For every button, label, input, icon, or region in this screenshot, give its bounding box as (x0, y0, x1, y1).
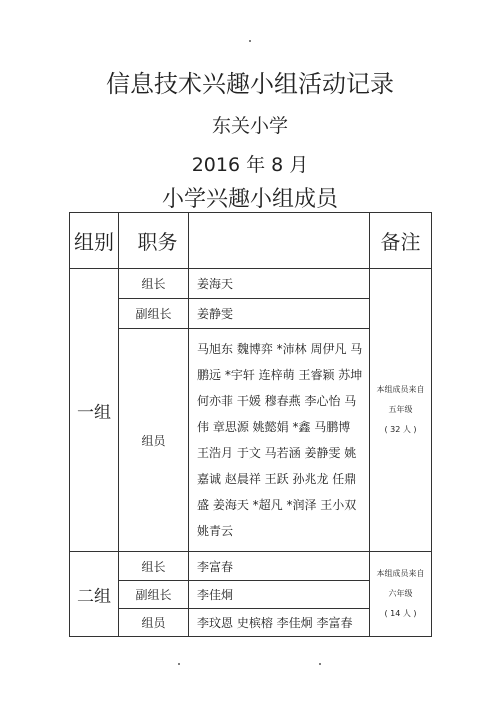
group-name: 一组 (70, 269, 119, 552)
group-note: 本组成员来自 五年级 ( 32 人 ) (370, 269, 432, 552)
page-mark (249, 40, 251, 42)
member-names: 马旭东 魏博弈 *沛林 周伊凡 马鹏远 *宇轩 连梓萌 王睿颖 苏坤 何亦菲 干媛 穆春燕 李心怡 马伟 章思源 姚懿娟 *鑫 马鹏博 王浩月 于文 马若涵 姜静雯 姚嘉诚 赵晨祥 王跃 孙兆龙 任鼎盛 姜海天 *超凡 *润泽 王小双 姚青云 (189, 329, 370, 552)
table-row (70, 552, 432, 581)
table-header-row (70, 213, 432, 269)
role-leader: 组长 (119, 552, 189, 581)
header-group: 组别 (70, 213, 119, 269)
member-names: 李玟恩 史槟榕 李佳炯 李富春 (189, 609, 370, 637)
role-deputy: 副组长 (119, 581, 189, 609)
leader-name: 姜海天 (189, 269, 370, 299)
document-title: 信息技术兴趣小组活动记录 (106, 70, 394, 98)
deputy-name: 姜静雯 (189, 299, 370, 329)
role-deputy: 副组长 (119, 299, 189, 329)
members-section-title: 小学兴趣小组成员 (161, 187, 338, 212)
group-name: 二组 (70, 552, 119, 637)
table-row (70, 269, 432, 299)
leader-name: 李富春 (189, 552, 370, 581)
members-table (69, 212, 432, 637)
record-date: 2016 年 8 月 (191, 154, 309, 176)
header-names (189, 213, 370, 269)
school-name: 东关小学 (211, 115, 288, 137)
group-note: 本组成员来自 六年级 ( 14 人 ) (370, 552, 432, 637)
header-role: 职务 (119, 213, 189, 269)
role-members: 组员 (119, 609, 189, 637)
role-members: 组员 (119, 329, 189, 552)
deputy-name: 李佳炯 (189, 581, 370, 609)
header-note: 备注 (370, 213, 432, 269)
page-mark (319, 663, 321, 665)
role-leader: 组长 (119, 269, 189, 299)
page-mark (178, 663, 180, 665)
